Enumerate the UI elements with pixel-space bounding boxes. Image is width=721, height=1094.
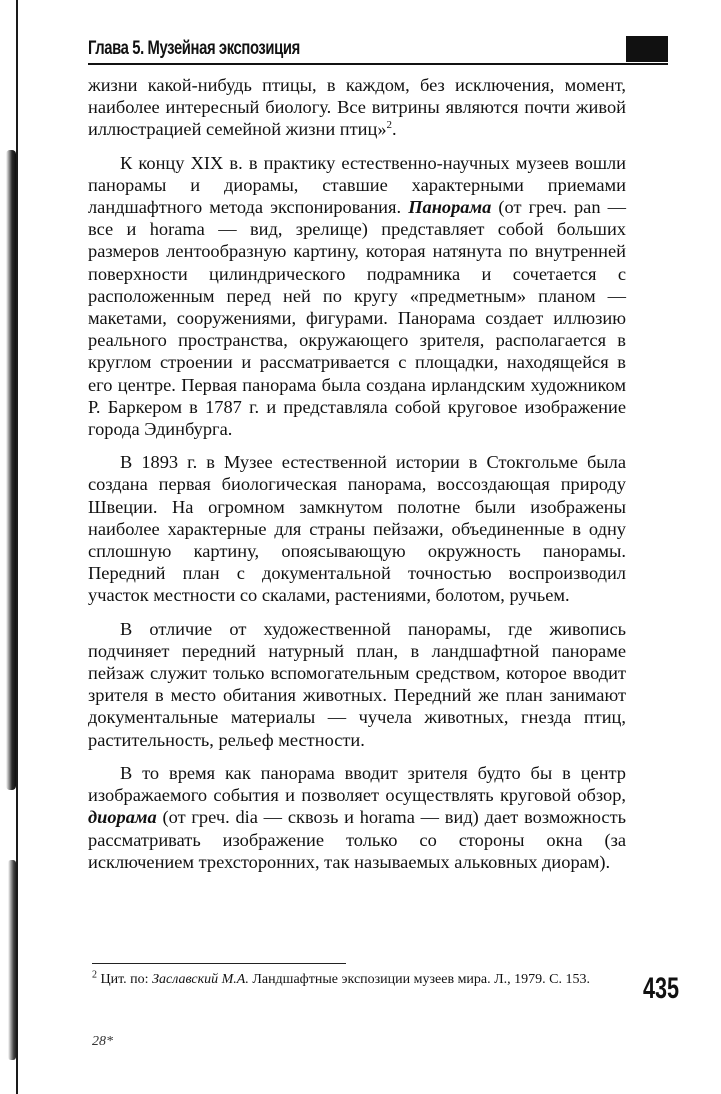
- footnote-author: Заславский М.А.: [152, 972, 249, 987]
- paragraph-lead: В то время как панорама вводит зрителя будто бы в центр изображаемого события и позволяет осуществлять круговой обзор,: [88, 762, 626, 806]
- term-panorama: Панорама: [408, 197, 492, 218]
- footnote-number: 2: [92, 969, 97, 981]
- binding-edge: [0, 0, 20, 1094]
- footnote: [92, 971, 622, 989]
- paragraph-rest: (от греч. dia — сквозь и horama — вид) дает возможность рассматривать изображение только со стороны окна (за исключением трехсторонних, так называемых альковных диорам).: [88, 807, 626, 872]
- chapter-title: Глава 5. Музейная экспозиция: [88, 38, 300, 59]
- footnote-rule: [92, 963, 346, 964]
- paragraph-end: .: [392, 119, 397, 140]
- paragraph-diorama: [88, 762, 626, 873]
- paragraph-text: В 1893 г. в Музее естественной истории в Стокгольме была создана первая биологическая панорама, воссоздающая природу Швеции. На огромном замкнутом полотне были изображены наиболее характерные для страны пейзажи, объединенные в одну сплошную картину, опоясывающую окружность панорамы. Передний план с документальной точностью воспроизводил участок местности со скалами, растениями, болотом, ручьем.: [88, 452, 626, 606]
- paragraph-lead: К концу XIX в. в практику естественно-научных музеев вошли панорамы и диорамы, ставшие характерными приемами ландшафтного метода экспонирования.: [88, 152, 626, 218]
- paragraph-stockholm: [88, 451, 626, 606]
- paragraph-panorama: [88, 152, 626, 441]
- footnote-prefix: Цит. по:: [97, 972, 153, 987]
- running-header: [88, 36, 668, 64]
- paragraph-rest: (от греч. pan — все и horama — вид, зрелище) представляет собой больших размеров лентообразную картину, которая натянута по внутренней поверхности цилиндрического подрамника и сочетается с расположенным перед ней по кругу «предметным» планом — макетами, сооружениями, фигурами. Панорама создает иллюзию реального пространства, окружающего зрителя, располагается в круглом строении и рассматривается с площадки, находящейся в его центре. Первая панорама была создана ирландским художником Р. Баркером в 1787 г. и представляла собой круговое изображение города Эдинбурга.: [88, 197, 626, 440]
- term-diorama: диорама: [88, 807, 157, 828]
- paragraph-landscape-panorama: [88, 618, 626, 751]
- header-rule: [88, 63, 668, 65]
- header-black-block: [626, 36, 668, 62]
- footnote-citation: Ландшафтные экспозиции музеев мира. Л., 1979. С. 153.: [248, 972, 590, 987]
- binding-edge-line: [16, 0, 18, 1094]
- paragraph-text: жизни какой-нибудь птицы, в каждом, без исключения, момент, наиболее интересный биологу. Все витрины являются почти живой иллюстрацией семейной жизни птиц»: [88, 75, 626, 140]
- paragraph-text: В отличие от художественной панорамы, где живопись подчиняет передний натурный план, в ландшафтной панораме пейзаж служит только вспомогательным средством, которое вводит зрителя в место обитания животных. Передний же план занимают документальные материалы — чучела животных, гнезда птиц, растительность, рельеф местности.: [88, 618, 626, 750]
- binding-shadow: [6, 150, 16, 790]
- body-text: [88, 74, 626, 873]
- paragraph-continuation: [88, 74, 626, 141]
- binding-shadow-lower: [8, 860, 16, 1060]
- signature-mark: 28*: [92, 1034, 113, 1049]
- page-number: 435: [643, 972, 680, 1005]
- footnote-reference: 2: [386, 119, 393, 132]
